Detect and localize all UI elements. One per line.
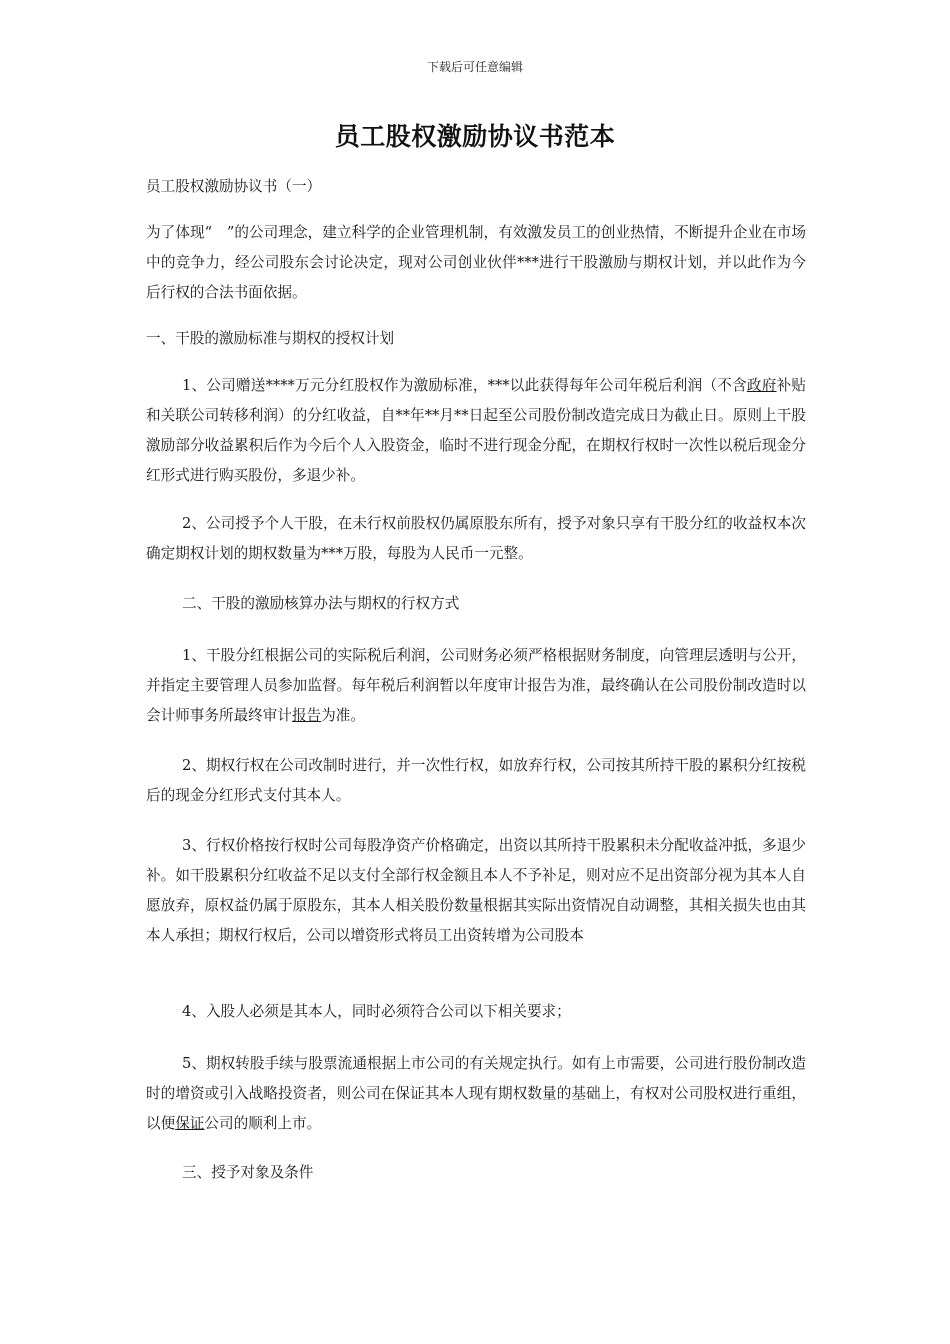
paragraph-2-1-text-b: 为准。 — [321, 707, 365, 724]
paragraph-2-5-text-a: 5、期权转股手续与股票流通根据上市公司的有关规定执行。如有上市需要，公司进行股份制改造时的增资或引入战略投资者，则公司在保证其本人现有期权数量的基础上，有权对公司股权进行重组，以便 — [146, 1055, 806, 1132]
paragraph-2-2: 2、期权行权在公司改制时进行，并一次性行权，如放弃行权，公司按其所持干股的累积分红按税后的现金分红形式支付其本人。 — [146, 757, 806, 804]
paragraph-1-1-text-b: 补贴和关联公司转移利润）的分红收益，自**年**月**日起至公司股份制改造完成日为截止日。原则上干股激励部分收益累积后作为今后个人入股资金，临时不进行现金分配，在期权行权时一次性以税后现金分红形式进行购买股份，多退少补。 — [146, 377, 806, 484]
paragraph-2-3: 3、行权价格按行权时公司每股净资产价格确定，出资以其所持干股累积未分配收益冲抵，多退少补。如干股累积分红收益不足以支付全部行权金额且本人不予补足，则对应不足出资部分视为其本人自愿放弃，原权益仍属于原股东，其本人相关股份数量根据其实际出资情况自动调整，其相关损失也由其本人承担；期权行权后，公司以增资形式将员工出资转增为公司股本 — [146, 837, 806, 944]
paragraph-1-2: 2、公司授予个人干股，在未行权前股权仍属原股东所有，授予对象只享有干股分红的收益权本次确定期权计划的期权数量为***万股，每股为人民币一元整。 — [146, 515, 806, 562]
paragraph-2-1 — [146, 641, 806, 731]
intro-paragraph: 为了体现“ ”的公司理念，建立科学的企业管理机制，有效激发员工的创业热情，不断提升企业在市场中的竞争力，经公司股东会讨论决定，现对公司创业伙伴***进行干股激励与期权计划，并以此作为今后行权的合法书面依据。 — [146, 224, 806, 301]
paragraph-1-1 — [146, 371, 806, 491]
link-guarantee[interactable]: 保证 — [175, 1115, 205, 1132]
section-3-heading: 三、授予对象及条件 — [182, 1164, 314, 1181]
paragraph-2-5-text-b: 公司的顺利上市。 — [204, 1115, 322, 1132]
link-government[interactable]: 政府 — [746, 377, 777, 394]
link-report[interactable]: 报告 — [291, 707, 322, 724]
section-2-heading: 二、干股的激励核算办法与期权的行权方式 — [182, 595, 460, 612]
paragraph-1-1-text-a: 1、公司赠送****万元分红股权作为激励标准，***以此获得每年公司年税后利润（不含 — [182, 377, 747, 394]
document-subtitle: 员工股权激励协议书（一） — [146, 178, 322, 195]
document-title: 员工股权激励协议书范本 — [334, 122, 616, 151]
paragraph-2-5 — [146, 1049, 806, 1139]
page-header: 下载后可任意编辑 — [426, 60, 523, 74]
section-1-heading: 一、干股的激励标准与期权的授权计划 — [146, 330, 395, 347]
paragraph-2-1-text-a: 1、干股分红根据公司的实际税后利润，公司财务必须严格根据财务制度，向管理层透明与公开，并指定主要管理人员参加监督。每年税后利润暂以年度审计报告为准，最终确认在公司股份制改造时以会计师事务所最终审计 — [146, 647, 806, 724]
paragraph-2-4: 4、入股人必须是其本人，同时必须符合公司以下相关要求； — [182, 1003, 571, 1020]
